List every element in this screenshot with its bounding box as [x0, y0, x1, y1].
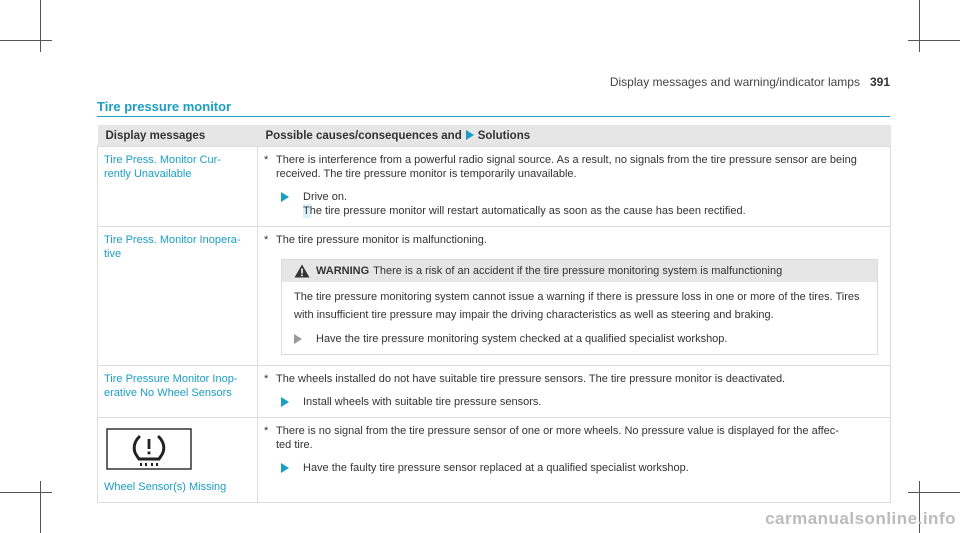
table-row: [98, 418, 891, 503]
bullet-symbol: *: [264, 234, 269, 246]
bullet-symbol: *: [264, 425, 269, 437]
cause-item: [264, 233, 884, 247]
bullet-symbol: *: [264, 373, 269, 385]
cause-item: [264, 372, 884, 386]
warning-body: The tire pressure monitoring system cannot issue a warning if there is pressure loss in one or more of the tires. Tires with insufficient tire pressure may impair the driving characteristics as well as steering and braking.: [294, 291, 860, 321]
title-rule: [97, 116, 890, 117]
crop-mark: [0, 492, 52, 493]
warning-action-item: [282, 332, 877, 346]
cause-text: The tire pressure monitor is malfunctioning.: [276, 234, 487, 246]
column-header-label: Solutions: [477, 130, 531, 142]
column-header-label: Display messages: [105, 130, 206, 142]
warning-header: [282, 260, 877, 282]
arrow-right-icon: [281, 192, 289, 202]
message-cell: Tire Press. Monitor Cur- rently Unavailable: [98, 147, 258, 227]
result-text: The tire pressure monitor will restart automatically as soon as the cause has been rectified.: [303, 204, 884, 218]
warning-label: WARNING: [316, 265, 370, 277]
message-cell: Tire Pressure Monitor Inop- erative No Wheel Sensors: [98, 366, 258, 418]
action-item: [264, 395, 884, 409]
solution-cell: [258, 418, 891, 503]
crop-mark: [919, 0, 920, 52]
action-text: Install wheels with suitable tire pressure sensors.: [303, 396, 542, 408]
warning-action-text: Have the tire pressure monitoring system checked at a qualified specialist workshop.: [316, 333, 728, 345]
cause-text: The wheels installed do not have suitable tire pressure sensors. The tire pressure monitor is deactivated.: [276, 373, 786, 385]
table-header-row: [98, 125, 891, 147]
message-cell: [98, 418, 258, 503]
crop-mark: [40, 481, 41, 533]
running-head-text: Display messages and warning/indicator lamps: [609, 75, 860, 89]
table-row: [98, 227, 891, 366]
action-item: [264, 461, 884, 475]
cause-item: [264, 424, 884, 452]
action-text: Drive on.: [303, 191, 348, 203]
arrow-right-icon: [281, 463, 289, 473]
page-number: 391: [869, 75, 890, 89]
cause-item: [264, 153, 884, 181]
warning-title: There is a risk of an accident if the tire pressure monitoring system is malfunctioning: [373, 265, 783, 277]
action-text: Have the faulty tire pressure sensor replaced at a qualified specialist workshop.: [303, 462, 689, 474]
crop-mark: [908, 492, 960, 493]
action-item: [264, 190, 884, 218]
cause-text: There is no signal from the tire pressure sensor of one or more wheels. No pressure value is displayed for the affec- ted tire.: [276, 425, 839, 451]
arrow-right-icon: [281, 397, 289, 407]
arrow-right-icon: [466, 130, 474, 140]
tpms-icon-frame: [106, 428, 251, 474]
watermark: carmanualsonline.info: [765, 509, 956, 528]
cause-text: There is interference from a powerful radio signal source. As a result, no signals from the tire pressure sensor are being received. The tire pressure monitor is temporarily unavailable.: [276, 154, 857, 180]
crop-mark: [40, 0, 41, 52]
solution-cell: [258, 147, 891, 227]
table-row: [98, 147, 891, 227]
display-messages-table: [97, 125, 891, 503]
bullet-symbol: *: [264, 154, 269, 166]
arrow-right-icon: [294, 334, 302, 344]
warning-box: [281, 259, 878, 355]
solution-cell: [258, 227, 891, 366]
table-row: [98, 366, 891, 418]
crop-mark: [0, 40, 52, 41]
warning-triangle-icon: [294, 264, 310, 278]
running-head: [610, 75, 890, 89]
section-title: Tire pressure monitor: [97, 99, 232, 114]
message-text: Wheel Sensor(s) Missing: [104, 481, 227, 493]
column-header-label: Possible causes/consequences and: [265, 130, 462, 142]
tire-pressure-warning-icon: [106, 428, 192, 470]
message-cell: Tire Press. Monitor Inopera- tive: [98, 227, 258, 366]
column-header-solutions: [258, 125, 891, 147]
crop-mark: [908, 40, 960, 41]
solution-cell: [258, 366, 891, 418]
column-header-display-messages: [98, 125, 258, 147]
